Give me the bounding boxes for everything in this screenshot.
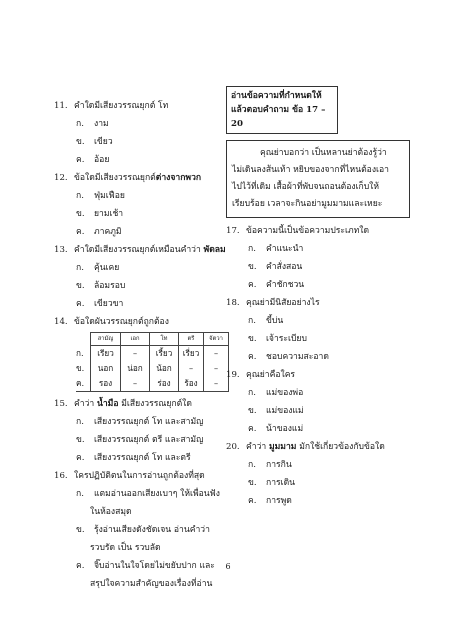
- table-row[interactable]: [76, 361, 229, 376]
- reading-passage: [226, 140, 410, 218]
- table-cell: –: [204, 346, 229, 362]
- option-b[interactable]: ข. แม่ของแม่: [248, 406, 304, 416]
- table-cell: –: [204, 376, 229, 392]
- option-b[interactable]: ข. ล้อมรอบ: [76, 281, 126, 291]
- option-c[interactable]: ค. คำชักชวน: [248, 280, 305, 290]
- right-column: [226, 86, 410, 510]
- table-cell: น้อก: [150, 361, 179, 376]
- option-a[interactable]: ก. คำแนะนำ: [248, 244, 304, 254]
- option-label: ข.: [76, 363, 85, 373]
- question-number: 14.: [54, 317, 68, 327]
- passage-line: คุณย่าบอกว่า เป็นหลานย่าต้องรู้ว่า: [260, 148, 387, 158]
- table-header: ตรี: [179, 333, 204, 346]
- table-cell: รอง: [91, 376, 121, 392]
- question-text: ใครปฏิบัติตนในการอ่านถูกต้องที่สุด: [74, 471, 205, 481]
- question-12: [54, 169, 232, 241]
- question-number: 17.: [226, 226, 240, 236]
- question-18: [226, 294, 410, 366]
- option-b[interactable]: ข. รุ้งอ่านเสียงดังชัดเจน อ่านคำว่า รวบรัด เป็น รวบลัด: [76, 525, 210, 553]
- option-c[interactable]: ค. จิ๊บอ่านในใจโดยไม่ขยับปาก และ สรุปใจความสำคัญของเรื่องที่อ่าน: [76, 561, 215, 589]
- question-14: [54, 313, 232, 392]
- option-c[interactable]: ค. ภาคภูมิ: [76, 227, 122, 237]
- table-header: โท: [150, 333, 179, 346]
- table-header: จัตวา: [204, 333, 229, 346]
- table-cell: เรี้ยว: [150, 346, 179, 362]
- question-text: คำว่า: [74, 399, 97, 409]
- option-label: ค.: [76, 376, 91, 392]
- option-a[interactable]: ก. งาม: [76, 119, 109, 129]
- table-cell: น่อก: [121, 361, 150, 376]
- question-number: 11.: [54, 101, 68, 111]
- left-column: [54, 97, 232, 593]
- option-a[interactable]: ก. แตมอ่านออกเสียงเบาๆ ให้เพื่อนฟัง ในห้องสมุด: [76, 489, 220, 517]
- question-number: 18.: [226, 298, 240, 308]
- question-15: [54, 395, 232, 467]
- option-a[interactable]: ก. การกิน: [248, 460, 292, 470]
- question-emphasis: น้ำมือ: [96, 399, 119, 409]
- page-number: 6: [225, 562, 231, 571]
- question-emphasis: พัดลม: [203, 245, 226, 255]
- question-number: 19.: [226, 370, 240, 380]
- table-cell: ร้อง: [179, 376, 204, 392]
- question-text-tail: มีเสียงวรรณยุกต์ใด: [118, 399, 192, 409]
- question-11: [54, 97, 232, 169]
- question-17: [226, 222, 410, 294]
- passage-line: เรียบร้อย เวลาจะกินอย่ามูมมามและเหยะ: [232, 199, 383, 209]
- option-c[interactable]: ค. อ้อย: [76, 155, 110, 165]
- table-header: สามัญ: [91, 333, 121, 346]
- question-emphasis: มูมมาม: [268, 442, 297, 452]
- passage-line: ไม่เดินลงส้นเท้า หยิบของจากที่ไหนต้องเอา: [232, 165, 389, 175]
- option-b[interactable]: ข. การเดิน: [248, 478, 296, 488]
- table-row[interactable]: [76, 346, 229, 362]
- table-header: เอก: [121, 333, 150, 346]
- option-c[interactable]: ค. การพูด: [248, 496, 292, 506]
- tone-table: [76, 332, 229, 392]
- option-b[interactable]: ข. เขียว: [76, 137, 113, 147]
- question-text: คำว่า: [246, 442, 269, 452]
- table-cell: นอก: [91, 361, 121, 376]
- option-label: ก.: [76, 347, 84, 358]
- table-cell: –: [179, 361, 204, 376]
- table-cell: เรียว: [91, 346, 121, 362]
- option-a[interactable]: ก. แม่ของพ่อ: [248, 388, 304, 398]
- table-row[interactable]: [76, 376, 229, 392]
- question-number: 13.: [54, 245, 68, 255]
- option-b[interactable]: ข. เสียงวรรณยุกต์ ตรี และสามัญ: [76, 435, 204, 445]
- question-text: ข้อความนี้เป็นข้อความประเภทใด: [246, 226, 370, 236]
- option-a[interactable]: ก. เสียงวรรณยุกต์ โท และสามัญ: [76, 417, 204, 427]
- question-text: ข้อใดผันวรรณยุกต์ถูกต้อง: [74, 317, 169, 327]
- question-number: 12.: [54, 173, 68, 183]
- question-13: [54, 241, 232, 313]
- question-text: คำใดมีเสียงวรรณยุกต์ โท: [74, 101, 169, 111]
- table-cell: –: [204, 361, 229, 376]
- question-text: ข้อใดมีเสียงวรรณยุกต์: [74, 173, 156, 183]
- question-text-tail: มักใช้เกี่ยวข้องกับข้อใด: [296, 442, 385, 452]
- option-a[interactable]: ก. ขี้บ่น: [248, 316, 284, 326]
- option-b[interactable]: ข. เจ้าระเบียบ: [248, 334, 307, 344]
- question-20: [226, 438, 410, 510]
- option-a[interactable]: ก. ฟุ่มเฟือย: [76, 191, 125, 201]
- instruction-box: อ่านข้อความที่กำหนดให้ แล้วตอบคำถาม ข้อ 17 – 20: [226, 86, 338, 134]
- table-cell: เรี่ยว: [179, 346, 204, 362]
- table-cell: –: [121, 346, 150, 362]
- option-c[interactable]: ค. เขียวขา: [76, 299, 124, 309]
- passage-line: ไปไว้ที่เดิม เสื้อผ้าที่พับจนถอนต้องเก็บให้: [232, 182, 380, 192]
- question-number: 20.: [226, 442, 240, 452]
- question-emphasis: ต่างจากพวก: [155, 173, 202, 183]
- table-header-row: [76, 333, 229, 346]
- option-c[interactable]: ค. น้าของแม่: [248, 424, 304, 434]
- question-text: คุณย่าคือใคร: [246, 370, 296, 380]
- question-text: คุณย่ามีนิสัยอย่างไร: [246, 298, 320, 308]
- option-a[interactable]: ก. คุ้นเคย: [76, 263, 120, 273]
- question-number: 16.: [54, 471, 68, 481]
- question-text: คำใดมีเสียงวรรณยุกต์เหมือนคำว่า: [74, 245, 204, 255]
- question-16: [54, 467, 232, 593]
- option-c[interactable]: ค. เสียงวรรณยุกต์ โท และตรี: [76, 453, 191, 463]
- question-number: 15.: [54, 399, 68, 409]
- option-b[interactable]: ข. คำสั่งสอน: [248, 262, 303, 272]
- table-cell: –: [121, 376, 150, 392]
- option-b[interactable]: ข. ยามเช้า: [76, 209, 124, 219]
- option-c[interactable]: ค. ชอบความสะอาด: [248, 352, 329, 362]
- table-cell: ร่อง: [150, 376, 179, 392]
- question-19: [226, 366, 410, 438]
